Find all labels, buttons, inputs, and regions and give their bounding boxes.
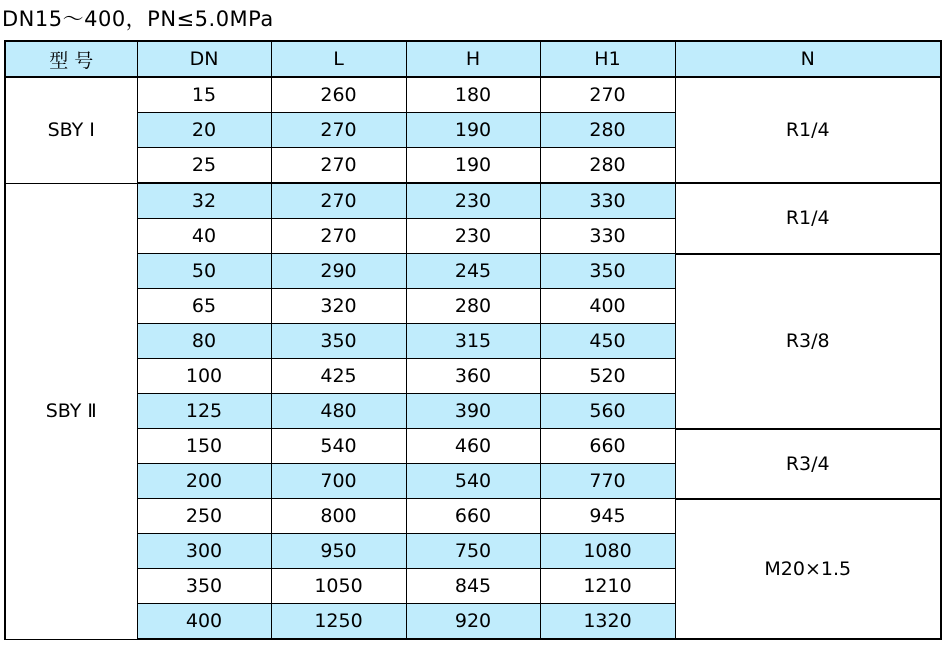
dn-cell: 25 [137,148,271,184]
dn-cell: 200 [137,464,271,499]
header-n: N [675,41,941,77]
dn-cell: 15 [137,77,271,113]
n-cell: R1/4 [675,183,941,254]
table-row [5,254,941,289]
table-body [5,77,941,639]
h1-cell: 280 [540,113,675,148]
l-cell: 270 [271,219,406,254]
l-cell: 260 [271,77,406,113]
l-cell: 270 [271,183,406,219]
dn-cell: 150 [137,429,271,464]
h-cell: 245 [406,254,540,289]
l-cell: 350 [271,324,406,359]
h-cell: 845 [406,569,540,604]
dn-cell: 65 [137,289,271,324]
l-cell: 1050 [271,569,406,604]
h1-cell: 400 [540,289,675,324]
h1-cell: 660 [540,429,675,464]
spec-table [4,40,942,640]
h1-cell: 450 [540,324,675,359]
l-cell: 270 [271,148,406,184]
h-cell: 180 [406,77,540,113]
h-cell: 360 [406,359,540,394]
dn-cell: 32 [137,183,271,219]
n-cell: R3/4 [675,429,941,499]
l-cell: 700 [271,464,406,499]
header-dn: DN [137,41,271,77]
h1-cell: 330 [540,219,675,254]
l-cell: 290 [271,254,406,289]
h1-cell: 945 [540,499,675,534]
h1-cell: 1210 [540,569,675,604]
h-cell: 280 [406,289,540,324]
header-model: 型 号 [5,41,137,77]
table-row [5,77,941,113]
dn-cell: 400 [137,604,271,640]
dn-cell: 80 [137,324,271,359]
h-cell: 190 [406,113,540,148]
h-cell: 230 [406,219,540,254]
h1-cell: 1080 [540,534,675,569]
dn-cell: 40 [137,219,271,254]
dn-cell: 20 [137,113,271,148]
l-cell: 1250 [271,604,406,640]
dn-cell: 100 [137,359,271,394]
dn-cell: 300 [137,534,271,569]
h1-cell: 350 [540,254,675,289]
h1-cell: 270 [540,77,675,113]
n-cell: R3/8 [675,254,941,429]
h1-cell: 280 [540,148,675,184]
l-cell: 320 [271,289,406,324]
h-cell: 230 [406,183,540,219]
h1-cell: 560 [540,394,675,429]
h1-cell: 770 [540,464,675,499]
dn-cell: 50 [137,254,271,289]
header-l: L [271,41,406,77]
page-title: DN15～400，PN≤5.0MPa [2,7,274,31]
h1-cell: 330 [540,183,675,219]
l-cell: 950 [271,534,406,569]
l-cell: 480 [271,394,406,429]
n-cell: R1/4 [675,77,941,183]
h-cell: 750 [406,534,540,569]
model-cell: SBY Ⅱ [5,183,137,639]
h-cell: 540 [406,464,540,499]
table-row [5,183,941,219]
h1-cell: 1320 [540,604,675,640]
h-cell: 190 [406,148,540,184]
h-cell: 390 [406,394,540,429]
h1-cell: 520 [540,359,675,394]
n-cell: M20×1.5 [675,499,941,640]
table-row [5,429,941,464]
h-cell: 920 [406,604,540,640]
h-cell: 460 [406,429,540,464]
l-cell: 800 [271,499,406,534]
h-cell: 660 [406,499,540,534]
table-row [5,499,941,534]
dn-cell: 350 [137,569,271,604]
l-cell: 270 [271,113,406,148]
model-cell: SBY Ⅰ [5,77,137,183]
dn-cell: 125 [137,394,271,429]
header-row [5,41,941,77]
l-cell: 540 [271,429,406,464]
h-cell: 315 [406,324,540,359]
dn-cell: 250 [137,499,271,534]
header-h: H [406,41,540,77]
l-cell: 425 [271,359,406,394]
header-h1: H1 [540,41,675,77]
